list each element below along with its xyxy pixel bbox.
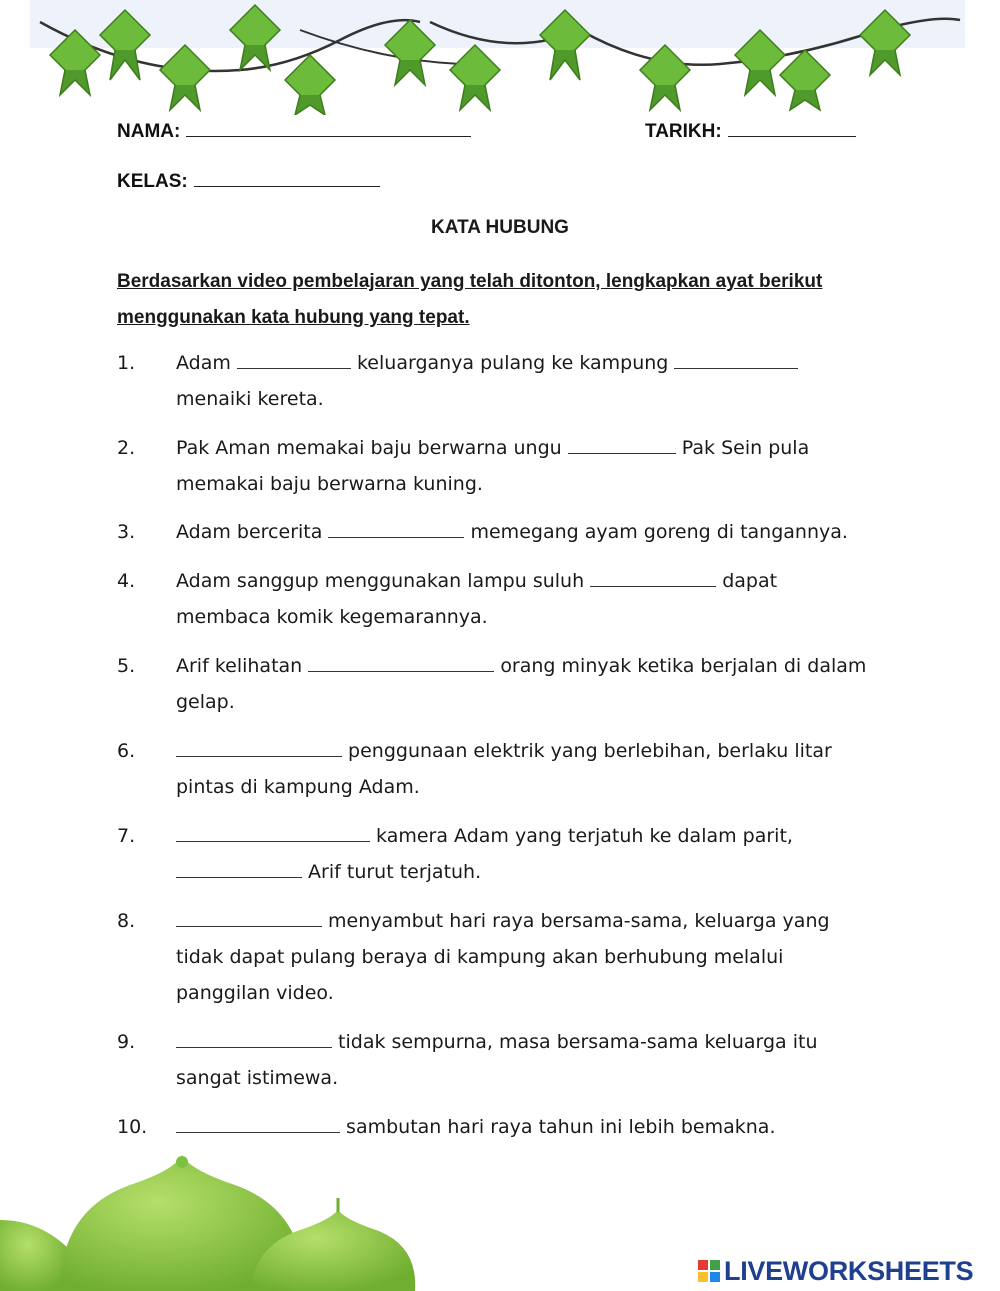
question-text: memegang ayam goreng di tangannya. xyxy=(470,521,848,543)
question-number: 1. xyxy=(117,352,136,374)
question-text: Arif turut terjatuh. xyxy=(308,861,482,883)
mosque-domes-decoration xyxy=(0,1150,420,1291)
instruction-text: Berdasarkan video pembelajaran yang telah ditonton, lengkapkan ayat berikut menggunakan kata hubung yang tepat. xyxy=(117,271,823,328)
question-text: sambutan hari raya tahun ini lebih bemakna. xyxy=(346,1116,776,1138)
question-number: 2. xyxy=(117,437,136,459)
question-text: menyambut hari raya bersama-sama, keluarga yang tidak dapat pulang beraya di kampung akan berhubung melalui panggilan video. xyxy=(176,910,830,1004)
question-text: Adam bercerita xyxy=(176,521,323,543)
tarikh-input-line[interactable] xyxy=(728,120,856,137)
question-number: 5. xyxy=(117,655,136,677)
answer-blank[interactable] xyxy=(568,435,676,454)
nama-field xyxy=(117,120,471,143)
question-text: Pak Aman memakai baju berwarna ungu xyxy=(176,437,562,459)
answer-blank[interactable] xyxy=(674,350,798,369)
tarikh-field xyxy=(645,120,856,143)
worksheet-title: KATA HUBUNG xyxy=(431,217,569,238)
liveworksheets-logo xyxy=(698,1254,973,1288)
question-number: 8. xyxy=(117,910,136,932)
answer-blank[interactable] xyxy=(308,653,494,672)
question-text: Adam xyxy=(176,352,231,374)
question-number: 4. xyxy=(117,570,136,592)
answer-blank[interactable] xyxy=(237,350,351,369)
question-text: menaiki kereta. xyxy=(176,388,324,410)
liveworksheets-mark-icon xyxy=(698,1260,720,1282)
nama-label: NAMA: xyxy=(117,121,181,142)
question-text: kamera Adam yang terjatuh ke dalam parit, xyxy=(376,825,793,847)
question-number: 6. xyxy=(117,740,136,762)
question-text: orang minyak ketika berjalan di dalam gelap. xyxy=(176,655,867,713)
tarikh-label: TARIKH: xyxy=(645,121,722,142)
question-text: tidak sempurna, masa bersama-sama keluarga itu sangat istimewa. xyxy=(176,1031,818,1089)
answer-blank[interactable] xyxy=(176,1114,340,1133)
answer-blank[interactable] xyxy=(328,519,464,538)
answer-blank[interactable] xyxy=(176,823,370,842)
question-text: keluarganya pulang ke kampung xyxy=(356,352,669,374)
ketupat-garland-decoration xyxy=(0,0,1000,115)
question-number: 3. xyxy=(117,521,136,543)
answer-blank[interactable] xyxy=(176,1029,332,1048)
nama-input-line[interactable] xyxy=(186,120,471,137)
question-text: dapat membaca komik kegemarannya. xyxy=(176,570,778,628)
question-number: 7. xyxy=(117,825,136,847)
question-text: Pak Sein pula memakai baju berwarna kuning. xyxy=(176,437,810,495)
question-number: 10. xyxy=(117,1116,148,1138)
kelas-label: KELAS: xyxy=(117,171,188,192)
answer-blank[interactable] xyxy=(176,738,342,757)
question-text: Adam sanggup menggunakan lampu suluh xyxy=(176,570,585,592)
answer-blank[interactable] xyxy=(176,908,322,927)
answer-blank[interactable] xyxy=(590,568,716,587)
kelas-input-line[interactable] xyxy=(194,170,380,187)
answer-blank[interactable] xyxy=(176,859,302,878)
question-number: 9. xyxy=(117,1031,136,1053)
question-text: penggunaan elektrik yang berlebihan, berlaku litar pintas di kampung Adam. xyxy=(176,740,832,798)
kelas-field xyxy=(117,170,380,193)
logo-text: LIVEWORKSHEETS xyxy=(724,1255,974,1286)
question-text: Arif kelihatan xyxy=(176,655,303,677)
